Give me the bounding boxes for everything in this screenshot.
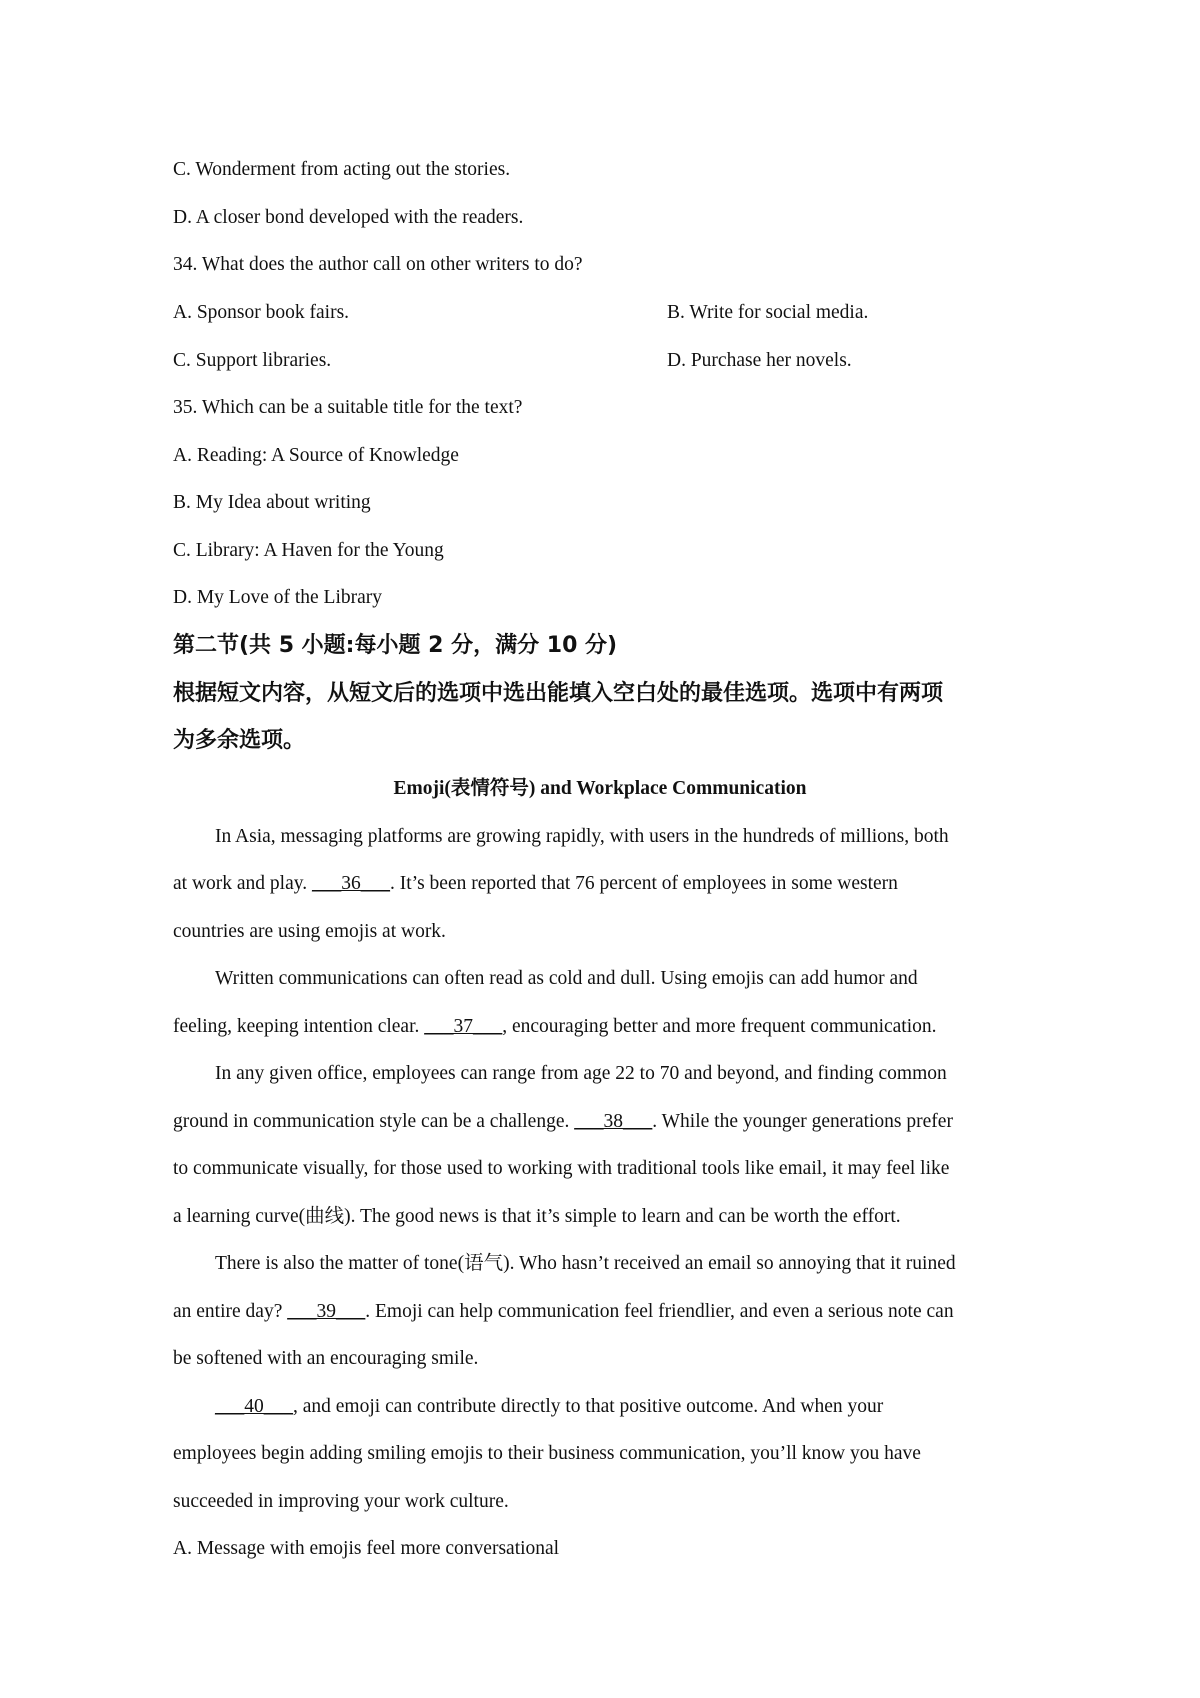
text-segment: an entire day? [173, 1301, 288, 1322]
passage-p3-line4: a learning curve(曲线). The good news is that it’s simple to learn and can be worth the effort. [173, 1206, 901, 1227]
blank-39: ___39___ [287, 1301, 366, 1322]
passage-p3-line1: In any given office, employees can range from age 22 to 70 and beyond, and finding common [215, 1063, 947, 1084]
passage-p3-line2 [173, 1110, 953, 1134]
q34-question: 34. What does the author call on other writers to do? [173, 254, 583, 275]
passage-p4-line3: be softened with an encouraging smile. [173, 1348, 479, 1369]
text-segment: at work and play. [173, 873, 312, 894]
text-segment: . While the younger generations prefer [652, 1111, 953, 1132]
text-segment: , encouraging better and more frequent communication. [502, 1016, 937, 1037]
text-segment: . It’s been reported that 76 percent of employees in some western [390, 873, 898, 894]
text-segment: feeling, keeping intention clear. [173, 1016, 425, 1037]
text-segment: ground in communication style can be a challenge. [173, 1111, 575, 1132]
answer-option-a: A. Message with emojis feel more conversational [173, 1538, 560, 1559]
q35-option-a: A. Reading: A Source of Knowledge [173, 445, 459, 466]
passage-p4-line2 [173, 1300, 954, 1324]
section-instruction-line1: 根据短文内容，从短文后的选项中选出能填入空白处的最佳选项。选项中有两项 [173, 681, 944, 706]
passage-p2-line1: Written communications can often read as cold and dull. Using emojis can add humor and [215, 968, 918, 989]
q33-option-c: C. Wonderment from acting out the stories. [173, 159, 511, 180]
passage-p5-line3: succeeded in improving your work culture. [173, 1491, 509, 1512]
passage-p5-line2: employees begin adding smiling emojis to their business communication, you’ll know you have [173, 1443, 921, 1464]
q35-option-b: B. My Idea about writing [173, 492, 371, 513]
q34-option-c: C. Support libraries. [173, 350, 332, 371]
blank-40: ___40___ [215, 1396, 293, 1417]
q34-option-b: B. Write for social media. [667, 302, 869, 323]
q34-option-a: A. Sponsor book fairs. [173, 302, 350, 323]
q34-option-d: D. Purchase her novels. [667, 350, 852, 371]
q35-option-d: D. My Love of the Library [173, 587, 383, 608]
section-instruction-line2: 为多余选项。 [173, 728, 306, 753]
text-segment: . Emoji can help communication feel friendlier, and even a serious note can [365, 1301, 954, 1322]
q33-option-d: D. A closer bond developed with the readers. [173, 207, 524, 228]
blank-37: ___37___ [424, 1016, 503, 1037]
text-segment: , and emoji can contribute directly to that positive outcome. And when your [293, 1396, 884, 1417]
passage-p1-line1: In Asia, messaging platforms are growing rapidly, with users in the hundreds of millions, both [215, 826, 949, 847]
passage-p2-line2 [173, 1015, 937, 1039]
passage-title: Emoji(表情符号) and Workplace Communication [393, 778, 807, 799]
q35-option-c: C. Library: A Haven for the Young [173, 540, 444, 561]
passage-p3-line3: to communicate visually, for those used to working with traditional tools like email, it may feel like [173, 1158, 950, 1179]
passage-p5-line1 [215, 1395, 883, 1419]
q35-question: 35. Which can be a suitable title for the text? [173, 397, 523, 418]
passage-p1-line2 [173, 872, 898, 896]
passage-p1-line3: countries are using emojis at work. [173, 921, 446, 942]
blank-38: ___38___ [574, 1111, 653, 1132]
blank-36: ___36___ [312, 873, 390, 894]
passage-p4-line1: There is also the matter of tone(语气). Who hasn’t received an email so annoying that it ruined [215, 1253, 956, 1274]
section-heading: 第二节(共 5 小题:每小题 2 分，满分 10 分) [173, 633, 618, 658]
